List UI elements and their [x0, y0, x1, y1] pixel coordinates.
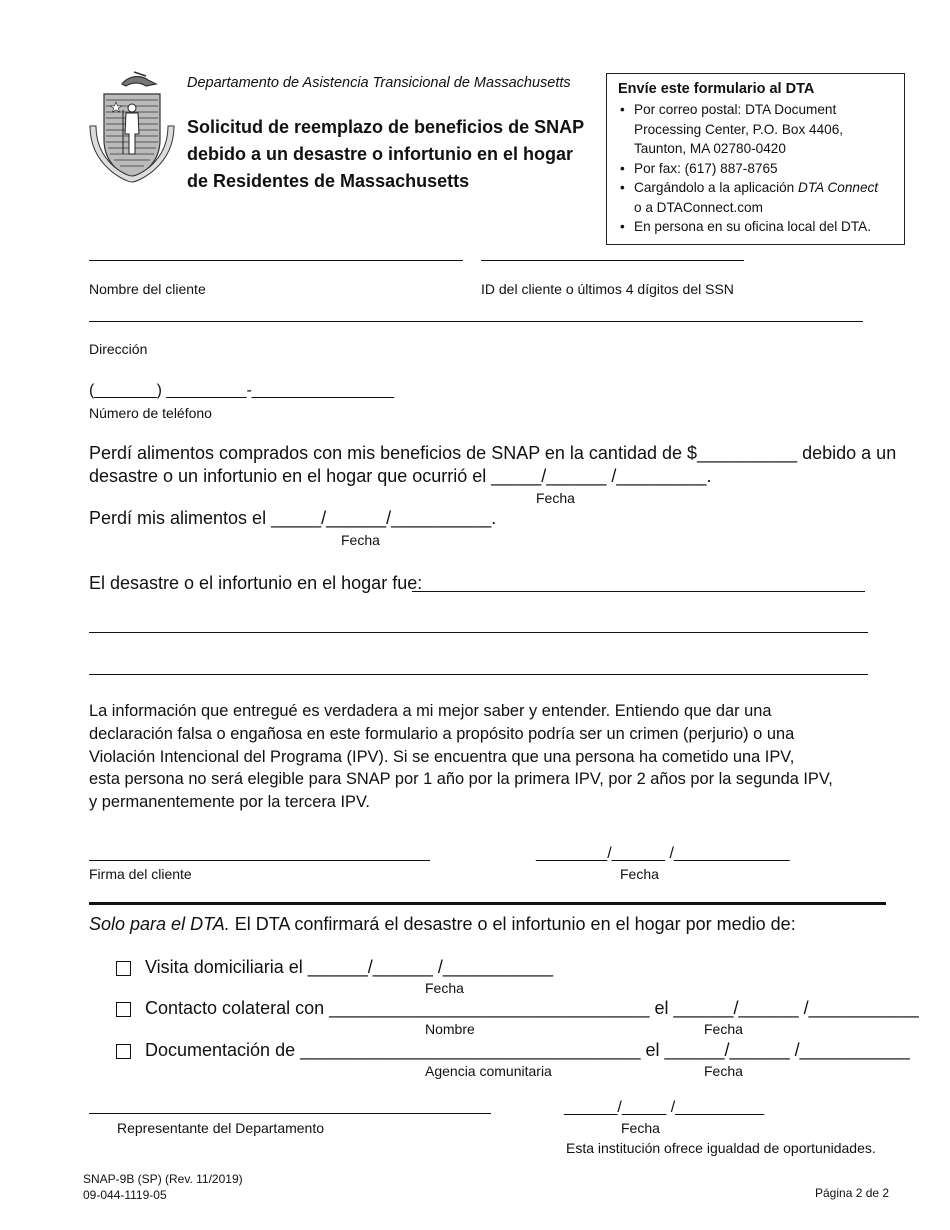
form-title-line-2: debido a un desastre o infortunio en el hogar: [187, 144, 574, 164]
disaster-description-field-1[interactable]: [412, 591, 865, 592]
collateral-contact-line[interactable]: Contacto colateral con ________________________________ el ______/______ /___________: [145, 998, 919, 1018]
client-name-label: Nombre del cliente: [89, 281, 206, 297]
send-method-in-person: • En persona en su oficina local del DTA.: [618, 217, 894, 237]
send-instructions-box: [606, 73, 905, 245]
form-number: 09-044-1119-05: [83, 1188, 167, 1202]
form-title-line-3: de Residentes de Massachusetts: [187, 171, 470, 191]
client-signature-date-label: Fecha: [620, 866, 659, 882]
collateral-name-label: Nombre: [425, 1021, 475, 1037]
address-field[interactable]: [89, 321, 863, 322]
loss-occurred-date-label: Fecha: [536, 490, 575, 506]
address-label: Dirección: [89, 341, 148, 357]
phone-label: Número de teléfono: [89, 405, 212, 421]
dta-only-intro: Solo para el DTA. El DTA confirmará el desastre o el infortunio en el hogar por medio de:: [89, 914, 796, 934]
dta-only-heading: Solo para el DTA.: [89, 914, 230, 934]
food-lost-date-line[interactable]: Perdí mis alimentos el _____/______/__________.: [89, 508, 497, 528]
disaster-description-label: El desastre o el infortunio en el hogar fue:: [89, 573, 423, 593]
form-title-line-1: Solicitud de reemplazo de beneficios de SNAP: [187, 117, 585, 137]
representative-date-field[interactable]: ______/_____ /__________: [564, 1099, 765, 1116]
disaster-description-field-3[interactable]: [89, 674, 868, 675]
client-signature-label: Firma del cliente: [89, 866, 192, 882]
documentation-checkbox[interactable]: [116, 1044, 131, 1059]
collateral-date-label: Fecha: [704, 1021, 743, 1037]
home-visit-date-label: Fecha: [425, 980, 464, 996]
page-number: Página 2 de 2: [815, 1186, 890, 1200]
loss-amount-line[interactable]: Perdí alimentos comprados con mis beneficios de SNAP en la cantidad de $__________ debido a un: [89, 443, 897, 463]
representative-label: Representante del Departamento: [117, 1120, 325, 1136]
representative-signature-field[interactable]: [89, 1113, 491, 1114]
send-method-mail: • Por correo postal: DTA Document Processing Center, P.O. Box 4406, Taunton, MA 02780-0420: [618, 100, 894, 159]
section-divider: [89, 902, 886, 905]
client-signature-date-field[interactable]: ________/______ /_____________: [536, 845, 790, 862]
certification-statement: La información que entregué es verdadera a mi mejor saber y entender. Entiendo que dar una declaración falsa o engañosa en este formulario a propósito podría ser un crimen (perjurio) o una Violación Intencional del Programa (IPV). Si se encuentra que una persona ha cometido una IPV, esta persona no será elegible para SNAP por 1 año por la primera IPV, por 2 años por la segunda IPV, y permanentemente por la tercera IPV.: [89, 702, 833, 812]
client-id-field[interactable]: [481, 260, 744, 261]
send-method-upload: • Cargándolo a la aplicación DTA Connect o a DTAConnect.com: [618, 178, 894, 217]
client-name-field[interactable]: [89, 260, 463, 261]
agency-name: Departamento de Asistencia Transicional de Massachusetts: [187, 75, 571, 91]
food-lost-date-label: Fecha: [341, 532, 380, 548]
documentation-date-label: Fecha: [704, 1063, 743, 1079]
send-box-title: Envíe este formulario al DTA: [618, 81, 815, 97]
massachusetts-seal-icon: [86, 70, 178, 184]
home-visit-checkbox[interactable]: [116, 961, 131, 976]
send-method-fax: • Por fax: (617) 887-8765: [618, 159, 894, 179]
dta-connect-app-name: DTA Connect: [798, 180, 879, 195]
phone-field[interactable]: (_______) _________-________________: [89, 382, 395, 399]
form-code: SNAP-9B (SP) (Rev. 11/2019): [83, 1172, 243, 1186]
community-agency-label: Agencia comunitaria: [425, 1063, 552, 1079]
home-visit-line[interactable]: Visita domiciliaria el ______/______ /___________: [145, 957, 553, 977]
client-id-label: ID del cliente o últimos 4 dígitos del SSN: [481, 281, 734, 297]
disaster-description-field-2[interactable]: [89, 632, 868, 633]
representative-date-label: Fecha: [621, 1120, 660, 1136]
loss-occurred-line[interactable]: desastre o un infortunio en el hogar que ocurrió el _____/______ /_________.: [89, 466, 712, 486]
documentation-line[interactable]: Documentación de __________________________________ el ______/______ /___________: [145, 1040, 910, 1060]
collateral-contact-checkbox[interactable]: [116, 1002, 131, 1017]
client-signature-field[interactable]: [89, 860, 430, 861]
equal-opportunity-notice: Esta institución ofrece igualdad de oportunidades.: [566, 1140, 876, 1156]
send-methods-list: [618, 100, 894, 237]
